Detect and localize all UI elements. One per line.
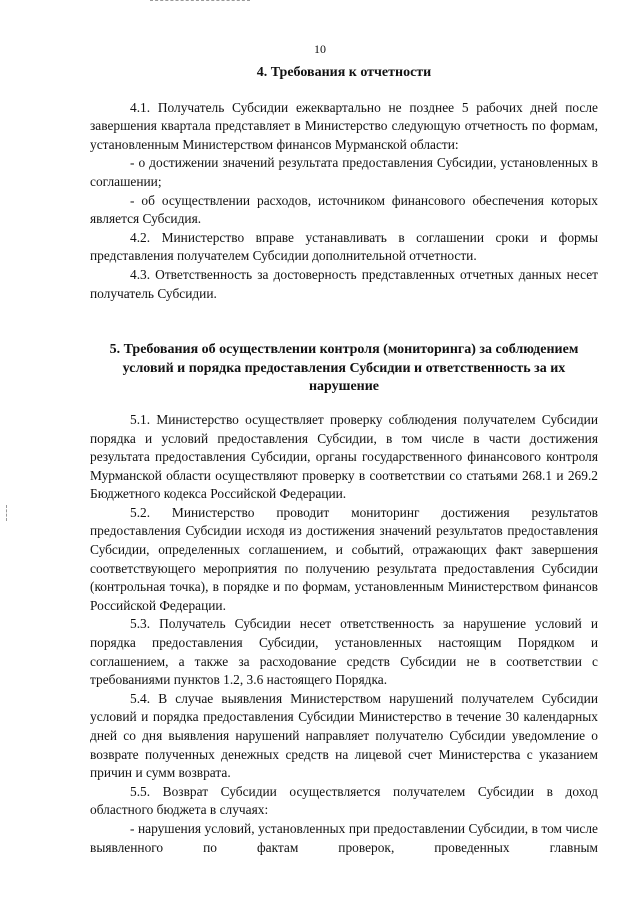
- paragraph-4-1-item-2: - об осуществлении расходов, источником финансового обеспечения которых является Субсидия.: [90, 192, 598, 227]
- section-5-title: 5. Требования об осуществлении контроля (мониторинга) за соблюдением условий и порядка предоставления Субсидии и ответственность за их нарушение: [109, 342, 579, 395]
- paragraph-5-5: 5.5. Возврат Субсидии осуществляется получателем Субсидии в доход областного бюджета в случаях:: [90, 783, 598, 818]
- document-body: [90, 60, 598, 857]
- paragraph-5-3: 5.3. Получатель Субсидии несет ответственность за нарушение условий и порядка предоставления Субсидии, установленных настоящим Порядком и соглашением, а также за расходование средств Субсидии не в соответствии с требованиями пунктов 1.2, 3.6 настоящего Порядка.: [90, 616, 598, 688]
- page-number: 10: [314, 42, 326, 56]
- paragraph-4-3: 4.3. Ответственность за достоверность представленных отчетных данных несет получатель Субсидии.: [90, 266, 598, 301]
- scan-mark-left: [6, 505, 8, 521]
- paragraph-5-5-item-1: - нарушения условий, установленных при предоставлении Субсидии, в том числе выявленного по фактам проверок, проведенных главным: [90, 820, 598, 855]
- paragraph-5-2: 5.2. Министерство проводит мониторинг достижения результатов предоставления Субсидии исходя из достижения значений результатов предоставления Субсидии, определенных соглашением, и событий, отражающих факт завершения соответствующего мероприятия по получению результата предоставления Субсидии (контрольная точка), в порядке и по формам, установленным Министерством финансов Российской Федерации.: [90, 504, 598, 613]
- paragraph-4-1-item-1: - о достижении значений результата предоставления Субсидии, установленных в соглашении;: [90, 155, 598, 189]
- paragraph-5-1: 5.1. Министерство осуществляет проверку соблюдения получателем Субсидии порядка и условий предоставления Субсидии, в том числе в части достижения результата предоставления Субсидии, органы государственного финансового контроля Мурманской области осуществляют проверку в соответствии со статьями 268.1 и 269.2 Бюджетного кодекса Российской Федерации.: [90, 411, 598, 502]
- scan-mark-top: [150, 0, 250, 2]
- paragraph-5-4: 5.4. В случае выявления Министерством нарушений получателем Субсидии условий и порядка предоставления Субсидии Министерство в течение 30 календарных дней со дня выявления нарушений направляет получателю Субсидии уведомление о возврате полученных денежных средств на лицевой счет Министерства с указанием причин и сумм возврата.: [90, 690, 598, 781]
- paragraph-4-2: 4.2. Министерство вправе устанавливать в соглашении сроки и формы представления получателем Субсидии дополнительной отчетности.: [90, 229, 598, 264]
- section-4-title: 4. Требования к отчетности: [256, 65, 432, 80]
- paragraph-4-1: 4.1. Получатель Субсидии ежеквартально не позднее 5 рабочих дней после завершения квартала представляет в Министерство следующую отчетность по формам, установленным Министерством финансов Мурманской области:: [90, 99, 598, 152]
